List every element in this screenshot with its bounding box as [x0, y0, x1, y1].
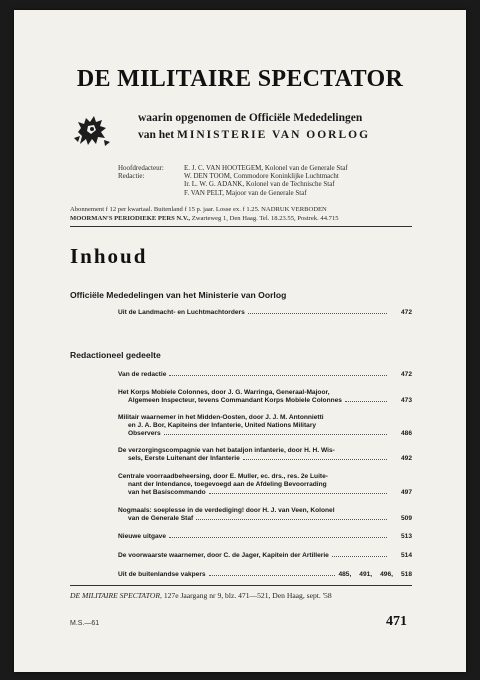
editor-row [118, 180, 348, 188]
toc-entry-title-cont: sels, Eerste Luitenant der Infanterie [128, 455, 240, 463]
editor-name: W. DEN TOOM, Commodore Koninklijke Luchtmacht [184, 172, 339, 181]
lion-coat-of-arms-icon [72, 110, 112, 150]
editor-row [118, 164, 348, 172]
toc-page-number: 473 [400, 397, 412, 405]
contents-heading: Inhoud [70, 244, 148, 268]
page-number: 471 [386, 614, 407, 629]
editor-name: F. VAN PELT, Majoor van de Generale Staf [184, 188, 307, 197]
toc-page-number: 509 [400, 515, 412, 523]
toc-entry-title: Uit de Landmacht- en Luchtmachtorders [118, 309, 245, 316]
toc-entry[interactable] [118, 309, 412, 317]
editor-role: Redactie: [118, 172, 145, 181]
editor-row [118, 189, 348, 197]
toc-entry[interactable] [118, 414, 412, 439]
journal-title: DE MILITAIRE SPECTATOR [76, 66, 404, 92]
toc-entry-title: Van de redactie [118, 371, 167, 378]
toc-entry[interactable] [118, 507, 412, 523]
toc-entry-title: Het Korps Mobiele Colonnes, door J. G. Warringa, Generaal-Majoor, [118, 389, 330, 396]
toc-entry-title: Nogmaals: soeplesse in de verdediging! door H. J. van Veen, Kolonel [118, 507, 335, 514]
toc-page-number: 472 [400, 309, 412, 316]
journal-reference [70, 591, 332, 600]
publisher-name: MOORMAN'S PERIODIEKE PERS N.V., [70, 214, 191, 222]
toc-page-number: 497 [400, 489, 412, 497]
toc-entry-title: Centrale voorraadbeheersing, door E. Muller, ec. drs., res. 2e Luite- [118, 473, 328, 480]
toc-entry[interactable] [118, 533, 412, 541]
section-title-official: Officiële Mededelingen van het Ministerie van Oorlog [70, 290, 287, 300]
toc-entry[interactable] [118, 571, 412, 579]
toc-entry-title: De verzorgingscompagnie van het bataljon infanterie, door H. H. Wis- [118, 447, 335, 454]
toc-entry-title-cont: nant der Intendance, toegevoegd aan de Afdeling Bevoorrading [128, 481, 327, 489]
toc-entry-title-cont: van de Generale Staf [128, 515, 194, 523]
toc-page-number: 496, [380, 571, 393, 578]
subscription-line: Abonnement f 12 per kwartaal. Buitenland f 15 p. jaar. Losse ex. f 1.25. NADRUK VERBODEN [70, 206, 327, 213]
toc-page-number: 513 [400, 533, 412, 540]
subtitle-line-1: waarin opgenomen de Officiële Mededelingen [138, 112, 363, 124]
divider [70, 226, 412, 227]
toc-page-number: 491, [359, 571, 373, 578]
toc-entry-title-cont: van het Basiscommando [128, 489, 206, 497]
toc-entry-title-cont: Observers [128, 430, 161, 438]
document-page [14, 10, 466, 672]
toc-page-number: 485, [338, 571, 352, 578]
toc-entry-title: Nieuwe uitgave [118, 533, 167, 540]
toc-entry-title: De voorwaarste waarnemer, door C. de Jager, Kapitein der Artillerie [118, 552, 329, 559]
publisher-line [70, 215, 430, 224]
editor-row [118, 172, 348, 180]
toc-entry-title: Uit de buitenlandse vakpers [118, 571, 206, 578]
journal-reference-details: 127e Jaargang nr 9, blz. 471—521, Den Haag, sept. '58 [163, 591, 332, 600]
toc-entry[interactable] [118, 389, 412, 405]
toc-entry[interactable] [118, 473, 412, 498]
toc-page-number: 518 [400, 571, 412, 578]
editor-name: E. J. C. VAN HOOTEGEM, Kolonel van de Generale Staf [184, 164, 348, 172]
editor-name: Ir. L. W. G. ADANK, Kolonel van de Technische Staf [184, 180, 335, 189]
toc-page-number: 492 [400, 455, 412, 463]
section-title-editorial: Redactioneel gedeelte [70, 350, 161, 360]
toc-page-numbers [338, 571, 412, 579]
issue-code: M.S.—61 [70, 620, 100, 627]
toc-entry[interactable] [118, 447, 412, 463]
toc-entry-title-cont: en J. A. Bor, Kapiteins der Infanterie, United Nations Military [128, 422, 317, 430]
toc-page-number: 472 [400, 371, 412, 378]
masthead-subtitle [138, 110, 370, 144]
ministry-name: MINISTERIE VAN OORLOG [176, 129, 371, 141]
subtitle-prefix: van het [138, 129, 175, 141]
toc-page-number: 514 [400, 552, 412, 559]
subtitle-line-2 [138, 127, 370, 144]
subscription-info [70, 206, 430, 223]
editor-role: Hoofdredacteur: [118, 164, 164, 172]
toc-entry-title-cont: Algemeen Inspecteur, tevens Commandant Korps Mobiele Colonnes [128, 397, 342, 405]
editorial-board [118, 164, 348, 197]
toc-entry[interactable] [118, 371, 412, 379]
publisher-address: Zwarteweg 1, Den Haag. Tel. 18.23.55, Postrek. 44.715 [191, 214, 339, 222]
journal-reference-title: DE MILITAIRE SPECTATOR, [70, 591, 162, 600]
divider [70, 585, 412, 586]
toc-entry-title: Militair waarnemer in het Midden-Oosten, door J. J. M. Antonnietti [118, 414, 324, 421]
toc-page-number: 486 [400, 430, 412, 438]
toc-entry[interactable] [118, 552, 412, 560]
